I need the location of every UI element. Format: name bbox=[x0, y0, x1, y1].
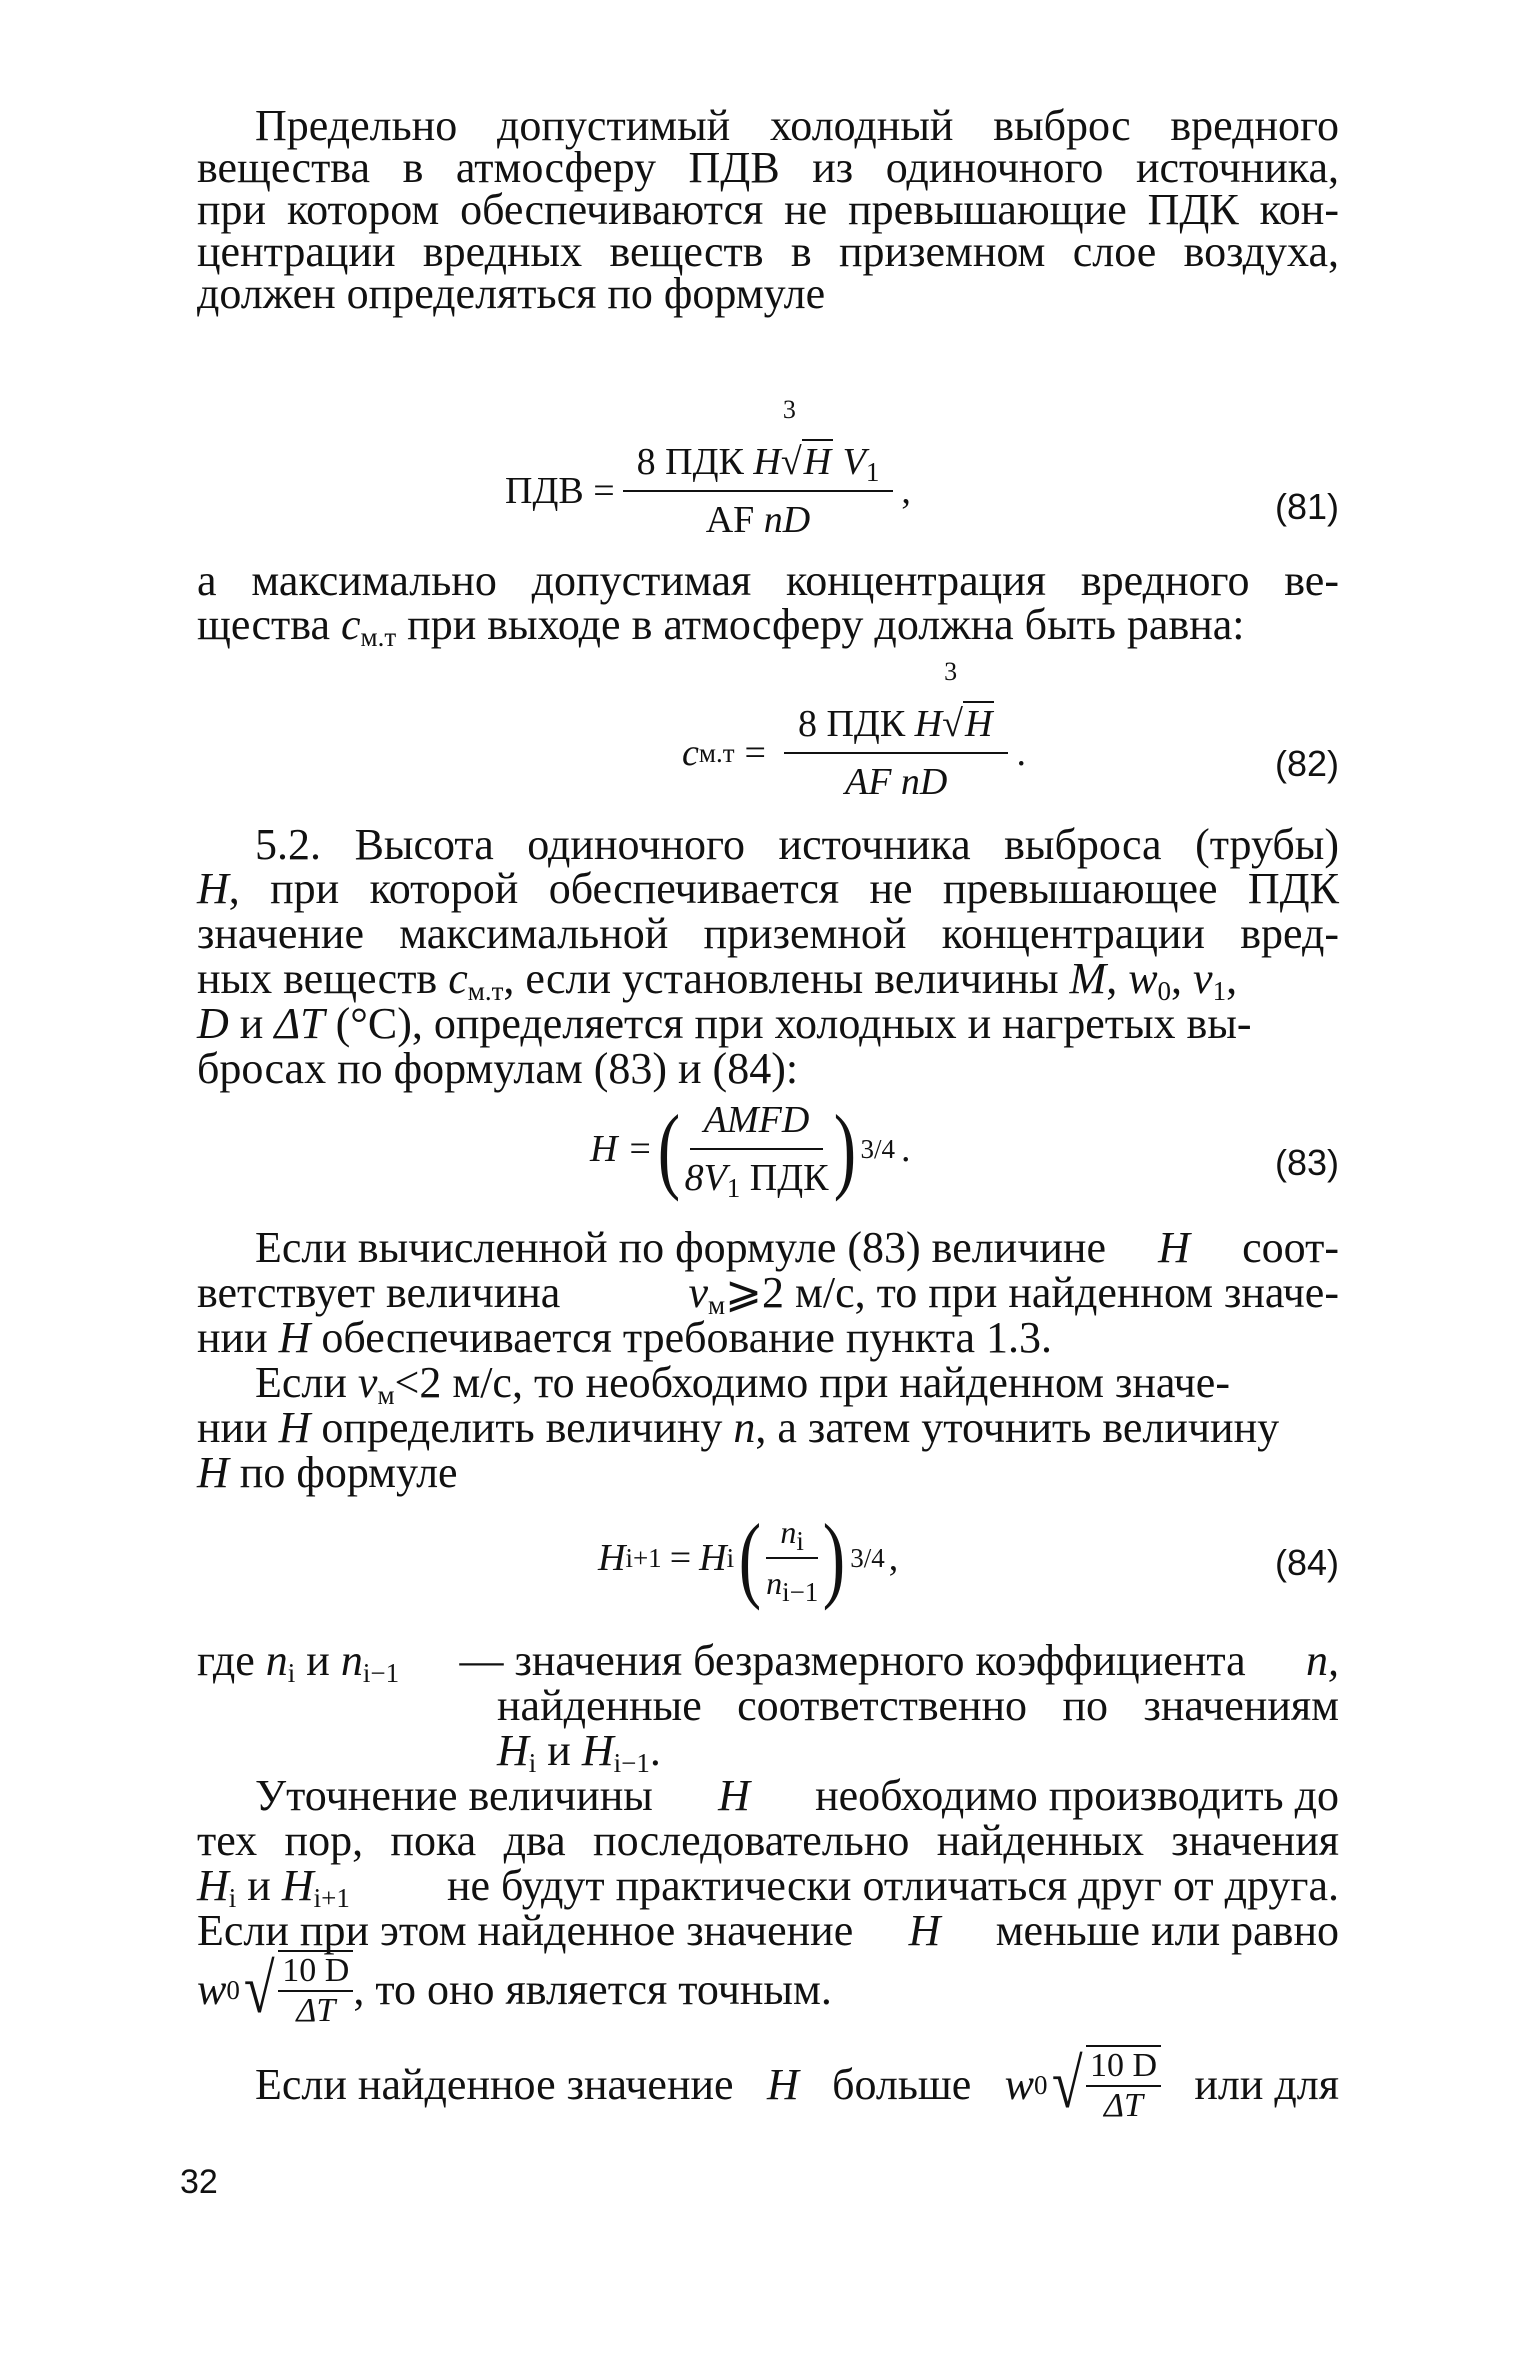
text-line: Если при этом найденное значение H меньше или равно bbox=[197, 1906, 1339, 1955]
equation-number: (82) bbox=[1274, 743, 1339, 784]
eq83-fraction: $\frac{\text{AMFD}}{8V_1 ПДК}$ bbox=[684, 1099, 829, 1203]
text-line: нии H обеспечивается требование пункта 1.3. bbox=[197, 1313, 1053, 1362]
text-line: найденные соответственно по значениям bbox=[497, 1681, 1339, 1730]
text-line: Предельно допустимый холодный выброс вредного bbox=[255, 101, 1339, 150]
text-line: а максимально допустимая концентрация вредного ве- bbox=[197, 556, 1339, 605]
equation-number: (83) bbox=[1274, 1142, 1339, 1183]
inline-fraction: 10 D ΔT bbox=[278, 1950, 353, 2030]
text-line: H, при которой обеспечивается не превышающее ПДК bbox=[197, 864, 1339, 913]
text-line: ветствует величина $v_м⩾2$ м/с, то при найденном значе- bbox=[197, 1268, 1339, 1320]
text-line: Уточнение величины H необходимо производить до bbox=[255, 1771, 1339, 1820]
text-line: нии H определить величину n, а затем уточнить величину bbox=[197, 1403, 1280, 1452]
eq81-numerator: 8 ПДК H 3 √H $V_1$ bbox=[623, 440, 894, 492]
text-line: где $n_i$ и $n_{i-1}$ — значения безразмерного коэффициента n, bbox=[197, 1636, 1339, 1688]
text-line: Если $v_м<2$ м/с, то необходимо при найденном значе- bbox=[255, 1358, 1230, 1410]
inline-fraction: 10 D ΔT bbox=[1086, 2045, 1161, 2125]
eq81-denominator: AF nD bbox=[705, 499, 811, 541]
text-line: 5.2. Высота одиночного источника выброса (трубы) bbox=[255, 820, 1339, 869]
equation-83: H = ( $\frac{\text{AMFD}}{8V_1 ПДК}$ ) 3/4 . bbox=[590, 1095, 911, 1203]
text-line: Если найденное значение H больше w 0 √ 10 D ΔT или для bbox=[255, 2046, 1339, 2124]
equation-number: (81) bbox=[1274, 486, 1339, 527]
equation-number: (84) bbox=[1274, 1542, 1339, 1583]
equation-84: H i+1 = H i ( $\frac{n_i}{n_{i-1}}$ ) 3/4 , bbox=[598, 1504, 899, 1611]
text-line: вещества в атмосферу ПДВ из одиночного источника, bbox=[197, 143, 1339, 192]
text-line: тех пор, пока два последовательно найденных значения bbox=[197, 1816, 1339, 1865]
text-line: $H_i$ и $H_{i-1}$. bbox=[497, 1726, 661, 1778]
eq82-denominator: AF nD bbox=[845, 761, 948, 803]
eq82-numerator: 8 ПДК H 3 √H bbox=[784, 702, 1008, 754]
text-line: щества $c_{м.т}$ при выходе в атмосферу должна быть равна: bbox=[197, 600, 1245, 652]
page-number: 32 bbox=[180, 2163, 218, 2201]
text-line: D и ΔT (°C), определяется при холодных и нагретых вы- bbox=[197, 999, 1252, 1048]
text-line: H по формуле bbox=[197, 1448, 458, 1497]
eq81-lhs: ПДВ = bbox=[505, 470, 615, 512]
text-line: ных веществ $c_{м.т}$, если установлены величины M, $w_0$, $v_1$, bbox=[197, 954, 1238, 1006]
text-line: должен определяться по формуле bbox=[197, 269, 826, 318]
equation-82: c м.т = 8 ПДК H 3 √H AF nD . bbox=[682, 657, 1026, 803]
text-line: w 0 √ 10 D ΔT , то оно является точным. bbox=[197, 1951, 832, 2029]
text-line: Если вычисленной по формуле (83) величине H соот- bbox=[255, 1223, 1339, 1272]
equation-81: ПДВ = 8 ПДК H 3 √H $V_1$ AF nD , bbox=[505, 395, 911, 541]
text-line: бросах по формулам (83) и (84): bbox=[197, 1044, 799, 1093]
eq84-fraction: $\frac{n_i}{n_{i-1}}$ bbox=[766, 1514, 819, 1607]
text-line: значение максимальной приземной концентрации вред- bbox=[197, 909, 1339, 958]
text-line: центрации вредных веществ в приземном слое воздуха, bbox=[197, 227, 1339, 276]
text-line: при котором обеспечиваются не превышающие ПДК кон- bbox=[197, 185, 1339, 234]
text-line: $H_i$ и $H_{i+1}$ не будут практически отличаться друг от друга. bbox=[197, 1861, 1339, 1913]
